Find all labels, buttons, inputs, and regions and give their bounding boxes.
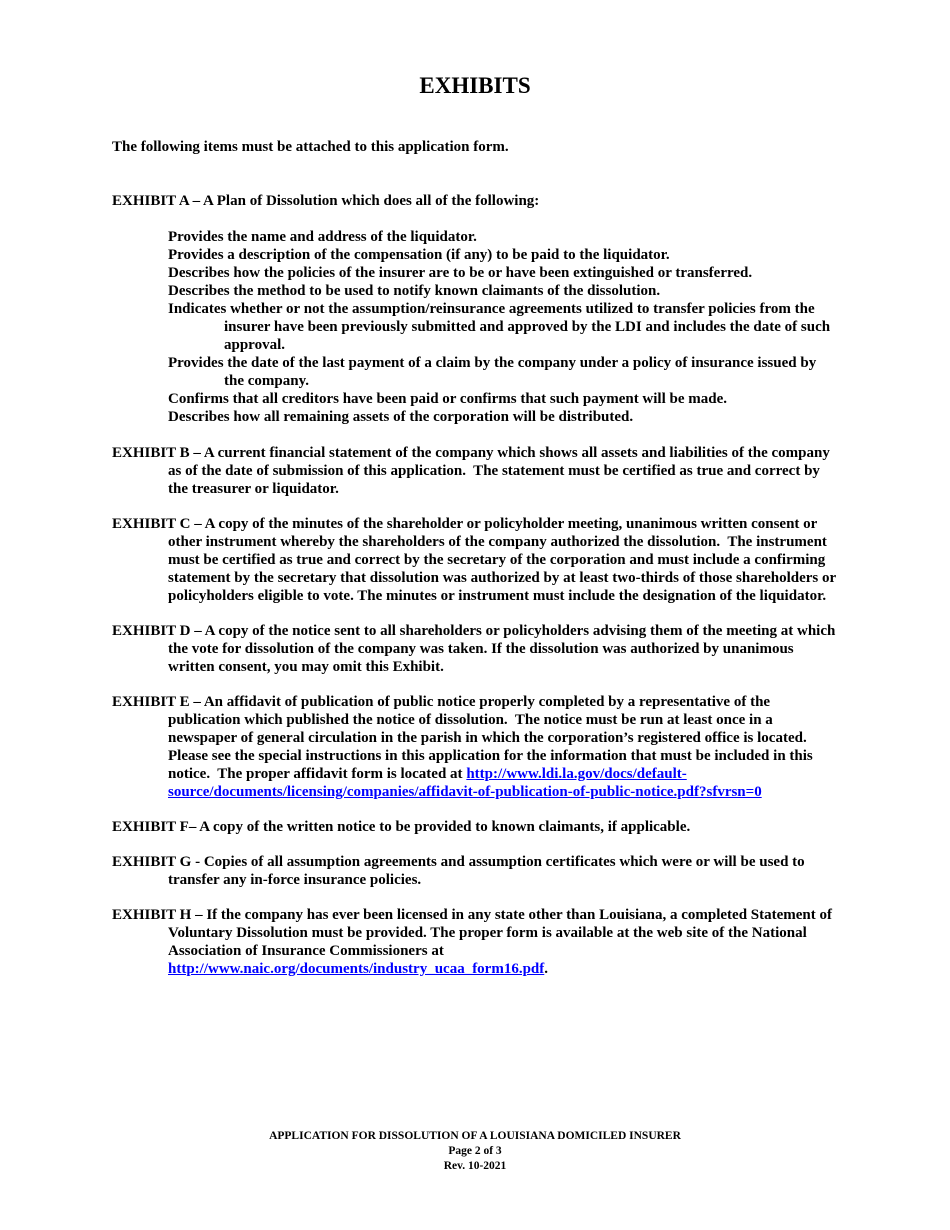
intro-text: The following items must be attached to this application form. bbox=[112, 139, 509, 155]
list-item: Describes the method to be used to notify known claimants of the dissolution. bbox=[168, 283, 661, 299]
exhibit-h-text-after: . bbox=[544, 961, 549, 977]
exhibit-g-paragraph: EXHIBIT G - Copies of all assumption agreements and assumption certificates which were or will be used to transfer any in-force insurance policies. bbox=[112, 854, 809, 888]
list-item: Describes how all remaining assets of the corporation will be distributed. bbox=[168, 409, 634, 425]
exhibit-h-paragraph bbox=[112, 906, 838, 978]
list-item: Describes how the policies of the insurer are to be or have been extinguished or transferred. bbox=[168, 265, 753, 281]
list-item: Confirms that all creditors have been paid or confirms that such payment will be made. bbox=[168, 391, 728, 407]
footer-title: APPLICATION FOR DISSOLUTION OF A LOUISIANA DOMICILED INSURER bbox=[269, 1130, 681, 1142]
exhibit-c-paragraph: EXHIBIT C – A copy of the minutes of the shareholder or policyholder meeting, unanimous written consent or other instrument whereby the shareholders of the company authorized the dissolution. The instrument must be certified as true and correct by the secretary of the corporation and must include a confirming statement by the secretary that dissolution was authorized by at least two-thirds of those shareholders or policyholders eligible to vote. The minutes or instrument must include the designation of the liquidator. bbox=[112, 516, 840, 604]
list-item: Provides a description of the compensation (if any) to be paid to the liquidator. bbox=[168, 247, 670, 263]
exhibit-e-text: EXHIBIT E – An affidavit of publication of public notice properly completed by a representative of the publication which published the notice of dissolution. The notice must be run at least once in a newspaper of general circulation in the parish in which the corporation’s registered office is located. Please see the special instructions in this application for the information that must be included in this notice. The proper affidavit form is located at bbox=[112, 694, 817, 782]
exhibit-f-paragraph: EXHIBIT F– A copy of the written notice to be provided to known claimants, if applicable. bbox=[112, 819, 691, 835]
exhibit-d-paragraph: EXHIBIT D – A copy of the notice sent to all shareholders or policyholders advising them of the meeting at which the vote for dissolution of the company was taken. If the dissolution was authorized by unanimous written consent, you may omit this Exhibit. bbox=[112, 623, 840, 675]
page-footer bbox=[0, 1129, 950, 1174]
footer-page-number: Page 2 of 3 bbox=[448, 1145, 502, 1157]
list-item: Provides the name and address of the liquidator. bbox=[168, 229, 477, 245]
page-title: EXHIBITS bbox=[419, 73, 531, 98]
exhibit-e-paragraph bbox=[112, 693, 838, 801]
exhibit-a-heading: EXHIBIT A – A Plan of Dissolution which does all of the following: bbox=[112, 193, 540, 209]
list-item: Provides the date of the last payment of a claim by the company under a policy of insurance issued by the company. bbox=[168, 355, 820, 389]
exhibit-b-paragraph: EXHIBIT B – A current financial statement of the company which shows all assets and liabilities of the company as of the date of submission of this application. The statement must be certified as true and correct by the treasurer or liquidator. bbox=[112, 445, 834, 497]
exhibit-a-item-list bbox=[112, 228, 838, 426]
footer-revision: Rev. 10-2021 bbox=[443, 1160, 507, 1172]
exhibit-h-naic-link[interactable]: http://www.naic.org/documents/industry_ucaa_form16.pdf bbox=[168, 961, 545, 977]
exhibit-h-text: EXHIBIT H – If the company has ever been licensed in any state other than Louisiana, a completed Statement of Voluntary Dissolution must be provided. The proper form is available at the web site of the National Association of Insurance Commissioners at bbox=[112, 907, 836, 959]
list-item: Indicates whether or not the assumption/reinsurance agreements utilized to transfer policies from the insurer have been previously submitted and approved by the LDI and includes the date of such approval. bbox=[168, 301, 834, 353]
exhibit-e-affidavit-link[interactable]: http://www.ldi.la.gov/docs/default-source/documents/licensing/companies/affidavit-of-publication-of-public-notice.pdf?sfvrsn=0 bbox=[168, 766, 762, 800]
